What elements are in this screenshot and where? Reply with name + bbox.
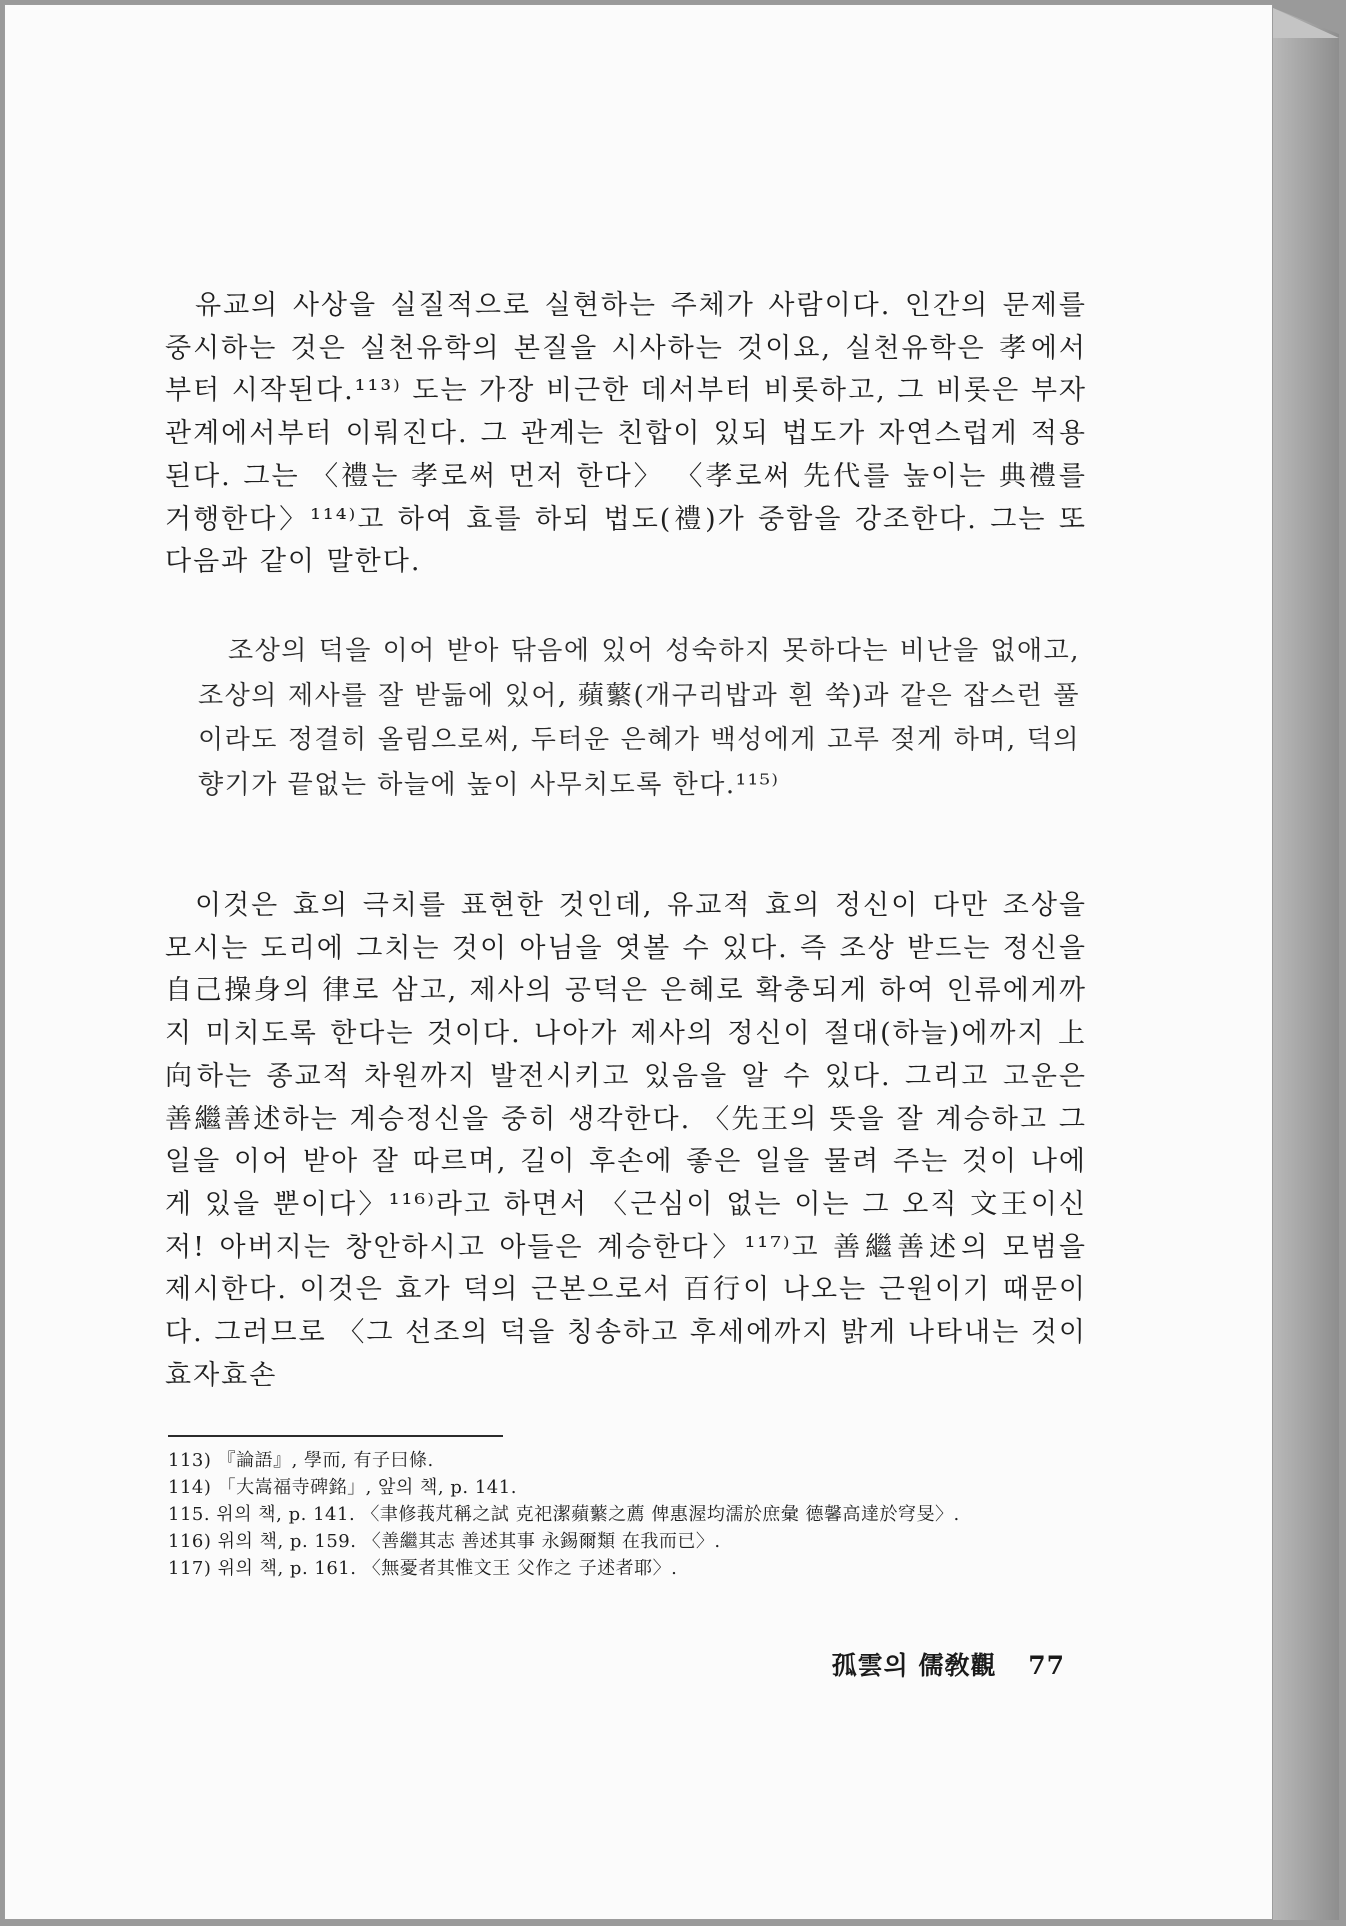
running-footer xyxy=(805,1646,1065,1682)
footnote-113: 113) 『論語』, 學而, 有子曰條. xyxy=(168,1450,434,1471)
running-title: 孤雲의 儒敎觀 xyxy=(831,1651,997,1680)
paragraph-1: 유교의 사상을 실질적으로 실현하는 주체가 사람이다. 인간의 문제를 중시하는 것은 실천유학의 본질을 시사하는 것이요, 실천유학은 孝에서부터 시작된다.¹¹³⁾ 도는 가장 비근한 데서부터 비롯하고, 그 비롯은 부자관계에서부터 이뤄진다. 그 관계는 친합이 있되 법도가 자연스럽게 적용된다. 그는 〈禮는 孝로써 먼저 한다〉 〈孝로써 先代를 높이는 典禮를 거행한다〉¹¹⁴⁾고 하여 효를 하되 법도(禮)가 중함을 강조한다. 그는 또 다음과 같이 말한다. xyxy=(165,290,1087,578)
footnotes xyxy=(168,1447,1088,1582)
footnote-115: 115. 위의 책, p. 141. 〈聿修莪芃稱之試 克祀潔蘋蘩之薦 俾惠渥均濡於庶彙 德馨高達於穹旻〉. xyxy=(168,1504,960,1525)
footnote-116: 116) 위의 책, p. 159. 〈善繼其志 善述其事 永錫爾類 在我而已〉. xyxy=(168,1531,721,1552)
book-page xyxy=(4,4,1273,1920)
page-number: 77 xyxy=(1028,1651,1065,1680)
block-quote: 조상의 덕을 이어 받아 닦음에 있어 성숙하지 못하다는 비난을 없애고, 조상의 제사를 잘 받듦에 있어, 蘋蘩(개구리밥과 흰 쑥)과 같은 잡스런 풀이라도 정결히 올림으로써, 두터운 은혜가 백성에게 고루 젖게 하며, 덕의 향기가 끝없는 하늘에 높이 사무치도록 한다.¹¹⁵⁾ xyxy=(198,636,1080,801)
footnote-rule xyxy=(168,1435,503,1437)
footnote-114: 114) 「大嵩福寺碑銘」, 앞의 책, p. 141. xyxy=(168,1477,517,1498)
footnote-117: 117) 위의 책, p. 161. 〈無憂者其惟文王 父作之 子述者耶〉. xyxy=(168,1558,678,1579)
page-edge-shadow xyxy=(1273,8,1339,1920)
paragraph-2: 이것은 효의 극치를 표현한 것인데, 유교적 효의 정신이 다만 조상을 모시는 도리에 그치는 것이 아님을 엿볼 수 있다. 즉 조상 받드는 정신을 自己操身의 律로 삼고, 제사의 공덕은 은혜로 확충되게 하여 인류에게까지 미치도록 한다는 것이다. 나아가 제사의 정신이 절대(하늘)에까지 上向하는 종교적 차원까지 발전시키고 있음을 알 수 있다. 그리고 고운은 善繼善述하는 계승정신을 중히 생각한다. 〈先王의 뜻을 잘 계승하고 그 일을 이어 받아 잘 따르며, 길이 후손에 좋은 일을 물려 주는 것이 나에게 있을 뿐이다〉¹¹⁶⁾라고 하면서 〈근심이 없는 이는 그 오직 文王이신저! 아버지는 창안하시고 아들은 계승한다〉¹¹⁷⁾고 善繼善述의 모범을 제시한다. 이것은 효가 덕의 근본으로서 百行이 나오는 근원이기 때문이다. 그러므로 〈그 선조의 덕을 칭송하고 후세에까지 밝게 나타내는 것이 효자효손 xyxy=(165,890,1087,1391)
